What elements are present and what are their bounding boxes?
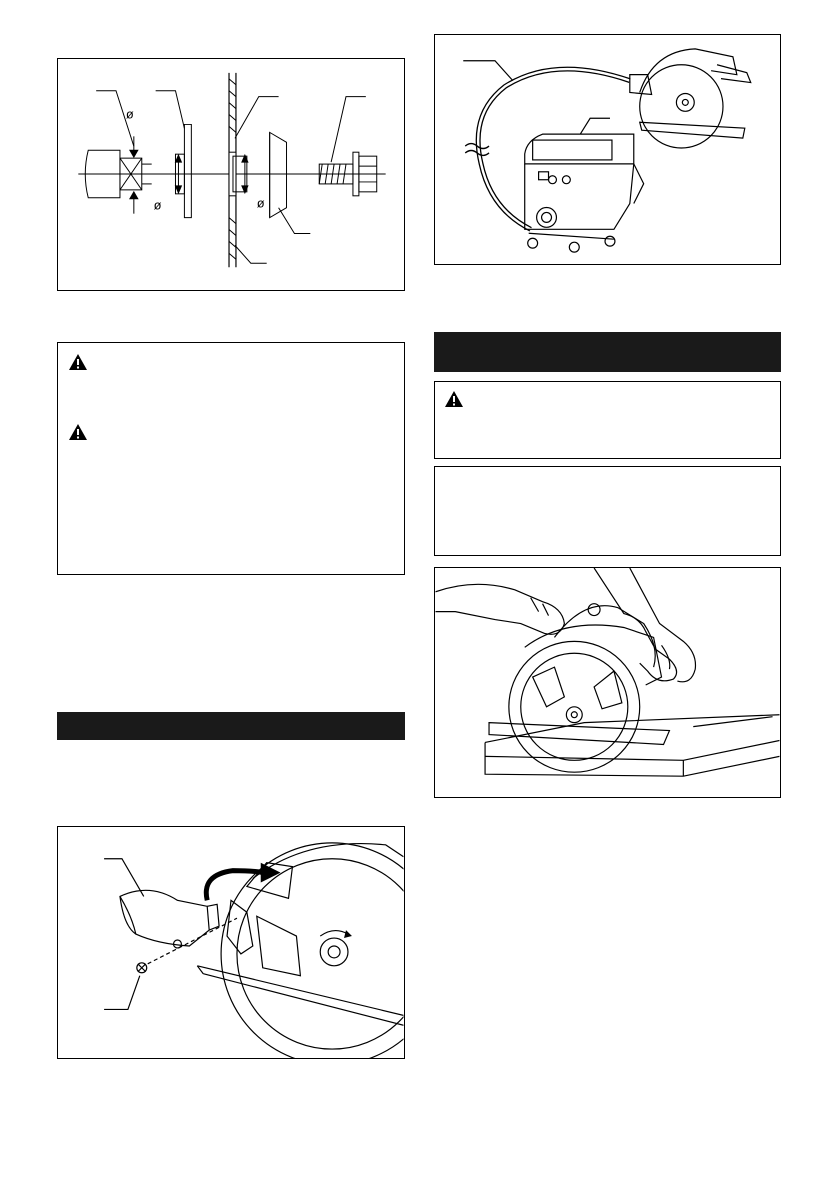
warning-triangle-icon [444, 390, 464, 408]
saw-operation-diagram [435, 568, 780, 797]
vacuum-connection-figure [434, 34, 781, 265]
warning-box [57, 342, 405, 575]
warning-triangle-icon [68, 353, 88, 371]
svg-text:ø: ø [256, 195, 265, 211]
flange-assembly-figure [57, 58, 405, 291]
flange-assembly-diagram [58, 59, 404, 290]
dust-nozzle-figure [57, 826, 405, 1059]
warning-triangle-icon [68, 423, 88, 441]
saw-operation-figure [434, 567, 781, 798]
section-heading-bar [57, 712, 405, 740]
warning-box [434, 381, 781, 459]
svg-text:ø: ø [125, 106, 134, 122]
svg-text:ø: ø [153, 197, 162, 213]
dust-nozzle-diagram [58, 827, 404, 1058]
section-heading-bar [434, 332, 781, 372]
notice-box [434, 466, 781, 556]
vacuum-connection-diagram [435, 35, 780, 264]
